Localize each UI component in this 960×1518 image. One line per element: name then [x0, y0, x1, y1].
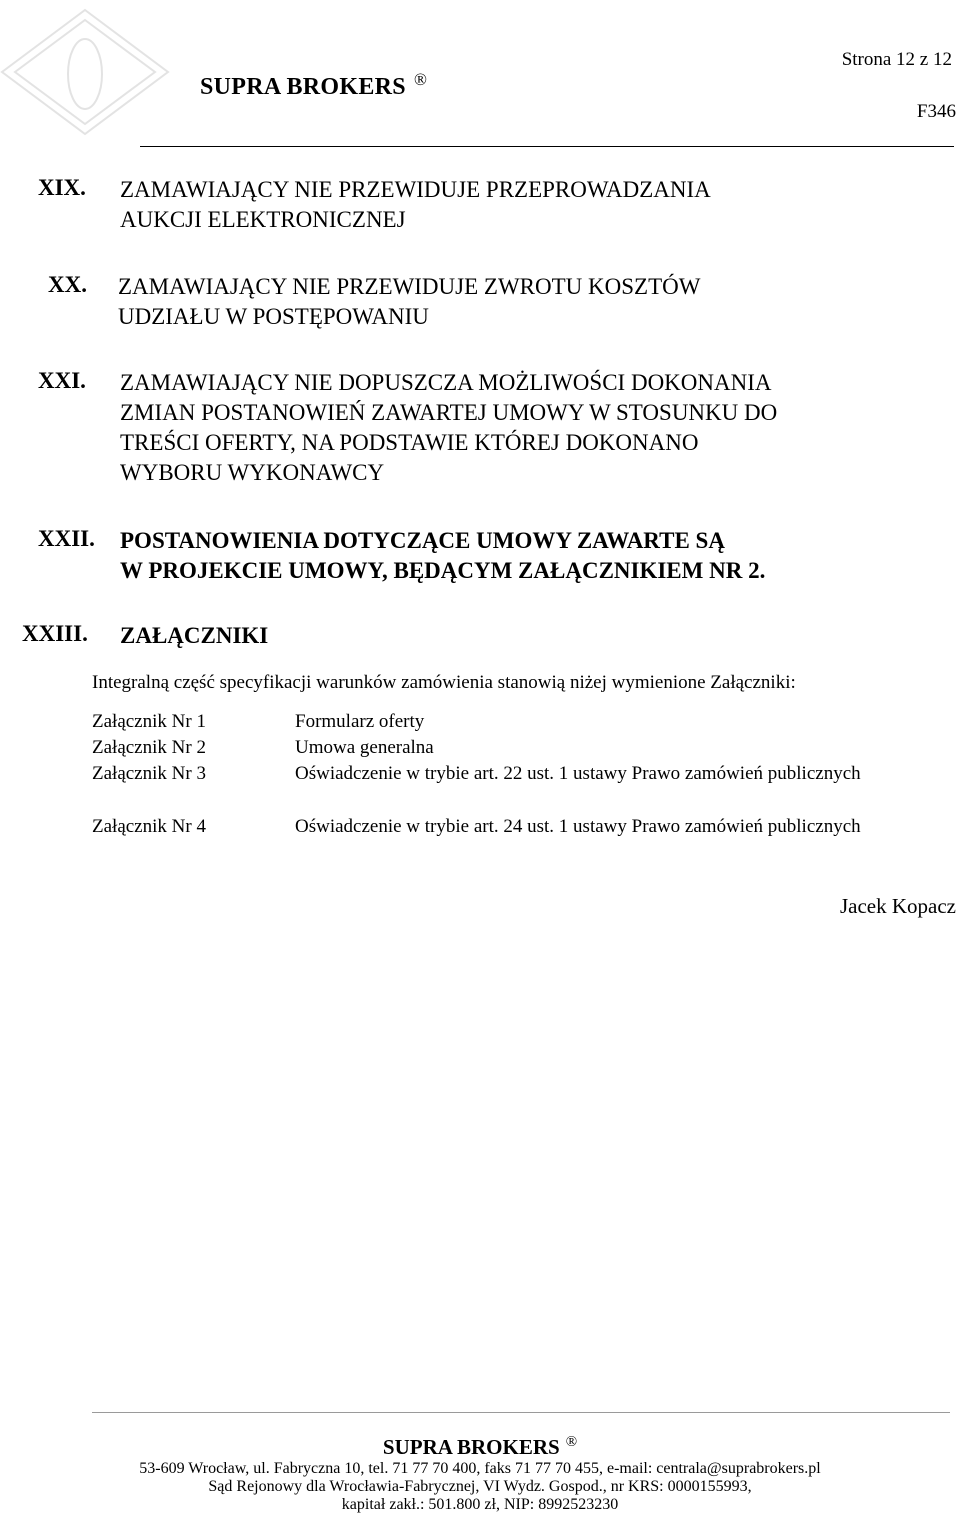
footer-brand	[0, 1434, 960, 1460]
section-title-line: ZAMAWIAJĄCY NIE DOPUSZCZA MOŻLIWOŚCI DOKONANIA	[120, 370, 772, 395]
section-title	[120, 621, 268, 651]
footer-capital-info: kapitał zakł.: 501.800 zł, NIP: 8992523230	[341, 1496, 619, 1513]
section-title-line: WYBORU WYKONAWCY	[120, 460, 385, 485]
section-title-line: ZMIAN POSTANOWIEŃ ZAWARTEJ UMOWY W STOSUNKU DO	[120, 400, 778, 425]
signature-name: Jacek Kopacz	[839, 894, 956, 918]
company-logo	[0, 0, 190, 160]
attachment-label: Załącznik Nr 4	[92, 816, 206, 837]
section-title-line: ZAŁĄCZNIKI	[120, 623, 269, 648]
attachment-label: Załącznik Nr 2	[92, 737, 206, 758]
section-title	[120, 526, 765, 586]
brand-name: SUPRA BROKERS	[200, 74, 406, 100]
section-number: XXI.	[38, 368, 86, 393]
header-brand	[200, 70, 427, 101]
form-code: F346	[916, 101, 956, 122]
section-number: XIX.	[38, 175, 86, 200]
section-title-line: POSTANOWIENIA DOTYCZĄCE UMOWY ZAWARTE SĄ	[120, 528, 725, 553]
section-title	[120, 368, 777, 488]
attachment-description: Oświadczenie w trybie art. 24 ust. 1 ustawy Prawo zamówień publicznych	[295, 816, 861, 837]
attachment-label: Załącznik Nr 1	[92, 711, 206, 732]
section-title	[118, 272, 700, 332]
attachment-description: Formularz oferty	[295, 711, 425, 732]
section-number: XXII.	[38, 526, 95, 551]
registered-mark-icon: ®	[565, 1434, 578, 1450]
page-number: Strona 12 z 12	[841, 49, 952, 70]
footer-brand-name: SUPRA BROKERS	[382, 1435, 560, 1459]
section-title-line: W PROJEKCIE UMOWY, BĘDĄCYM ZAŁĄCZNIKIEM NR 2.	[120, 558, 766, 583]
section-title	[120, 175, 711, 235]
footer-address: 53-609 Wrocław, ul. Fabryczna 10, tel. 71 77 70 400, faks 71 77 70 455, e-mail: centrala@suprabrokers.pl	[139, 1460, 821, 1477]
footer-court-info: Sąd Rejonowy dla Wrocławia-Fabrycznej, VI Wydz. Gospod., nr KRS: 0000155993,	[208, 1478, 752, 1495]
section-title-line: ZAMAWIAJĄCY NIE PRZEWIDUJE PRZEPROWADZANIA	[120, 177, 711, 202]
header-divider	[140, 146, 954, 147]
section-title-line: TREŚCI OFERTY, NA PODSTAWIE KTÓREJ DOKONANO	[120, 430, 699, 455]
attachments-intro: Integralną część specyfikacji warunków zamówienia stanowią niżej wymienione Załączniki:	[92, 672, 796, 693]
section-title-line: UDZIAŁU W POSTĘPOWANIU	[118, 304, 429, 329]
section-number: XXIII.	[22, 621, 88, 646]
attachment-description: Oświadczenie w trybie art. 22 ust. 1 ustawy Prawo zamówień publicznych	[295, 763, 861, 784]
section-number: XX.	[48, 272, 87, 297]
footer-divider	[92, 1412, 950, 1413]
attachment-label: Załącznik Nr 3	[92, 763, 206, 784]
attachment-description: Umowa generalna	[295, 737, 434, 758]
registered-mark-icon: ®	[413, 70, 428, 89]
section-title-line: AUKCJI ELEKTRONICZNEJ	[120, 207, 406, 232]
section-title-line: ZAMAWIAJĄCY NIE PRZEWIDUJE ZWROTU KOSZTÓW	[118, 274, 701, 299]
